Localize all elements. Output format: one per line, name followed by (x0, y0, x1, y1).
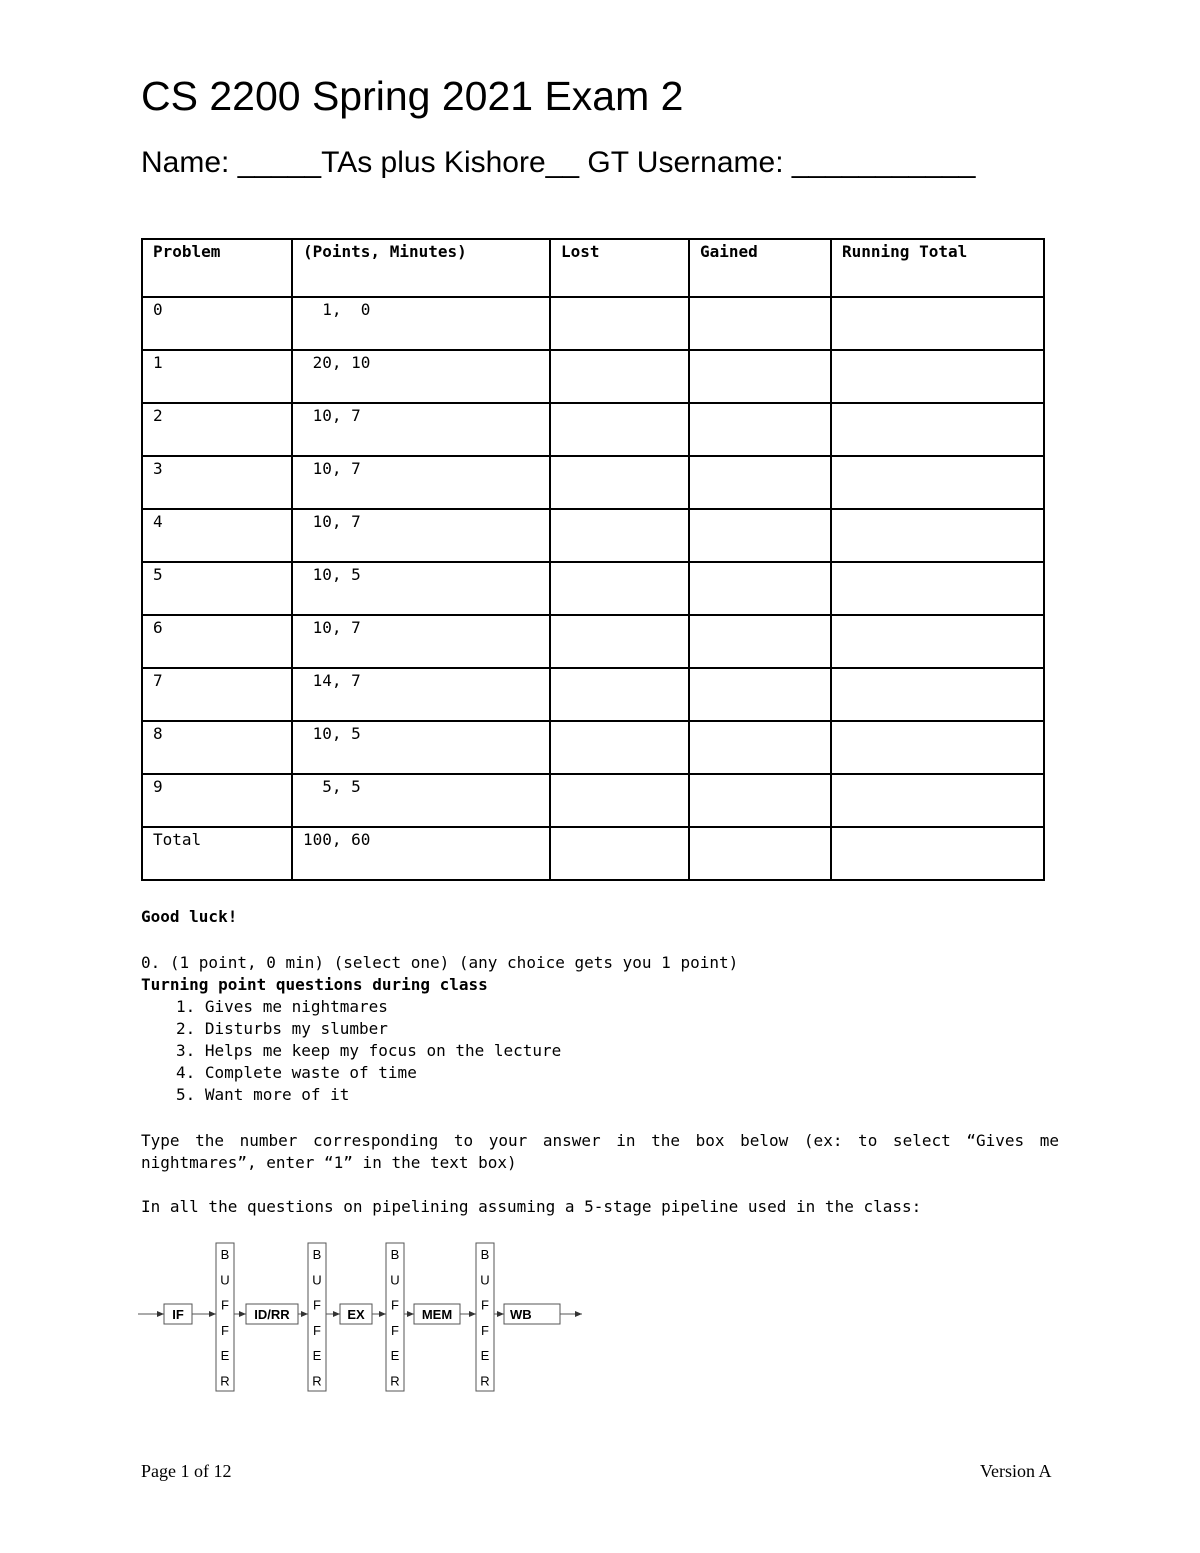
cell-running-total (831, 827, 1044, 880)
cell-lost (550, 456, 689, 509)
buffer-letter: B (480, 1247, 490, 1262)
table-row (142, 297, 1044, 350)
buffer-letter: F (313, 1297, 321, 1313)
header-points-minutes: (Points, Minutes) (292, 239, 550, 297)
buffer-letter: E (220, 1348, 230, 1364)
pipeline-diagram (138, 1240, 598, 1400)
cell-points-minutes: 100, 60 (292, 827, 550, 880)
cell-points-minutes: 10, 7 (292, 615, 550, 668)
cell-points-minutes: 1, 0 (292, 297, 550, 350)
cell-problem: 0 (142, 297, 292, 350)
name-line: Name: _____TAs plus Kishore__ GT Username: ___________ (141, 146, 976, 179)
pipeline-buffer (476, 1243, 494, 1391)
option-5: 5. Want more of it (176, 1085, 350, 1104)
cell-problem: Total (142, 827, 292, 880)
cell-lost (550, 827, 689, 880)
buffer-letter: F (391, 1297, 399, 1313)
buffer-letter: F (313, 1322, 321, 1338)
cell-gained (689, 721, 831, 774)
cell-lost (550, 615, 689, 668)
pipeline-buffer (308, 1243, 326, 1391)
cell-problem: 9 (142, 774, 292, 827)
table-row-total (142, 827, 1044, 880)
stage-label: WB (510, 1307, 532, 1322)
cell-points-minutes: 14, 7 (292, 668, 550, 721)
cell-points-minutes: 10, 5 (292, 562, 550, 615)
stage-label: IF (172, 1307, 184, 1322)
question-0-heading: 0. (1 point, 0 min) (select one) (any choice gets you 1 point) (141, 953, 739, 972)
cell-lost (550, 509, 689, 562)
table-row (142, 456, 1044, 509)
cell-points-minutes: 5, 5 (292, 774, 550, 827)
cell-problem: 2 (142, 403, 292, 456)
cell-lost (550, 721, 689, 774)
buffer-letter: E (312, 1348, 322, 1364)
cell-running-total (831, 774, 1044, 827)
pipeline-intro: In all the questions on pipelining assuming a 5-stage pipeline used in the class: (141, 1197, 922, 1216)
cell-running-total (831, 668, 1044, 721)
cell-problem: 7 (142, 668, 292, 721)
cell-gained (689, 456, 831, 509)
buffer-letter: U (480, 1272, 490, 1288)
table-row (142, 509, 1044, 562)
cell-gained (689, 668, 831, 721)
cell-gained (689, 774, 831, 827)
cell-gained (689, 562, 831, 615)
cell-points-minutes: 10, 7 (292, 509, 550, 562)
header-running-total: Running Total (831, 239, 1044, 297)
cell-running-total (831, 456, 1044, 509)
buffer-letter: R (390, 1373, 400, 1389)
cell-lost (550, 562, 689, 615)
option-1: 1. Gives me nightmares (176, 997, 388, 1016)
cell-running-total (831, 403, 1044, 456)
question-0-subject: Turning point questions during class (141, 975, 488, 994)
good-luck-text: Good luck! (141, 907, 238, 926)
stage-label: ID/RR (254, 1307, 290, 1322)
option-4: 4. Complete waste of time (176, 1063, 417, 1082)
pipeline-buffer (216, 1243, 234, 1391)
page-number: Page 1 of 12 (141, 1461, 232, 1481)
answer-instruction: Type the number corresponding to your answer in the box below (ex: to select “Gives me nightmares”, enter “1” in the text box) (141, 1131, 1059, 1172)
header-gained: Gained (689, 239, 831, 297)
cell-running-total (831, 562, 1044, 615)
table-row (142, 721, 1044, 774)
table-row (142, 774, 1044, 827)
buffer-letter: F (221, 1297, 229, 1313)
cell-gained (689, 350, 831, 403)
buffer-letter: U (312, 1272, 322, 1288)
score-table-header-row (142, 239, 1044, 297)
cell-points-minutes: 10, 7 (292, 456, 550, 509)
stage-label: EX (347, 1307, 365, 1322)
stage-label: MEM (421, 1307, 453, 1322)
cell-problem: 1 (142, 350, 292, 403)
buffer-letter: U (390, 1272, 400, 1288)
option-2: 2. Disturbs my slumber (176, 1019, 388, 1038)
cell-points-minutes: 20, 10 (292, 350, 550, 403)
table-row (142, 668, 1044, 721)
option-3: 3. Helps me keep my focus on the lecture (176, 1041, 562, 1060)
table-row (142, 403, 1044, 456)
cell-running-total (831, 615, 1044, 668)
cell-gained (689, 615, 831, 668)
score-table (141, 238, 1045, 881)
cell-gained (689, 403, 831, 456)
cell-problem: 4 (142, 509, 292, 562)
table-row (142, 350, 1044, 403)
cell-points-minutes: 10, 7 (292, 403, 550, 456)
version-label: Version A (980, 1461, 1052, 1481)
buffer-letter: R (220, 1373, 230, 1389)
cell-points-minutes: 10, 5 (292, 721, 550, 774)
buffer-letter: E (480, 1348, 490, 1364)
header-problem: Problem (142, 239, 292, 297)
cell-problem: 6 (142, 615, 292, 668)
buffer-letter: F (391, 1322, 399, 1338)
cell-gained (689, 827, 831, 880)
cell-running-total (831, 721, 1044, 774)
cell-running-total (831, 350, 1044, 403)
cell-lost (550, 403, 689, 456)
cell-running-total (831, 297, 1044, 350)
buffer-letter: U (220, 1272, 230, 1288)
table-row (142, 615, 1044, 668)
cell-problem: 8 (142, 721, 292, 774)
buffer-letter: B (390, 1247, 400, 1262)
cell-problem: 3 (142, 456, 292, 509)
cell-lost (550, 350, 689, 403)
buffer-letter: R (480, 1373, 490, 1389)
header-lost: Lost (550, 239, 689, 297)
exam-title: CS 2200 Spring 2021 Exam 2 (141, 73, 684, 119)
cell-lost (550, 774, 689, 827)
cell-gained (689, 297, 831, 350)
buffer-letter: E (390, 1348, 400, 1364)
buffer-letter: B (312, 1247, 322, 1262)
buffer-letter: R (312, 1373, 322, 1389)
buffer-letter: F (481, 1322, 489, 1338)
cell-running-total (831, 509, 1044, 562)
cell-gained (689, 509, 831, 562)
buffer-letter: B (220, 1247, 230, 1262)
pipeline-buffer (386, 1243, 404, 1391)
cell-lost (550, 668, 689, 721)
buffer-letter: F (481, 1297, 489, 1313)
cell-problem: 5 (142, 562, 292, 615)
table-row (142, 562, 1044, 615)
buffer-letter: F (221, 1322, 229, 1338)
cell-lost (550, 297, 689, 350)
